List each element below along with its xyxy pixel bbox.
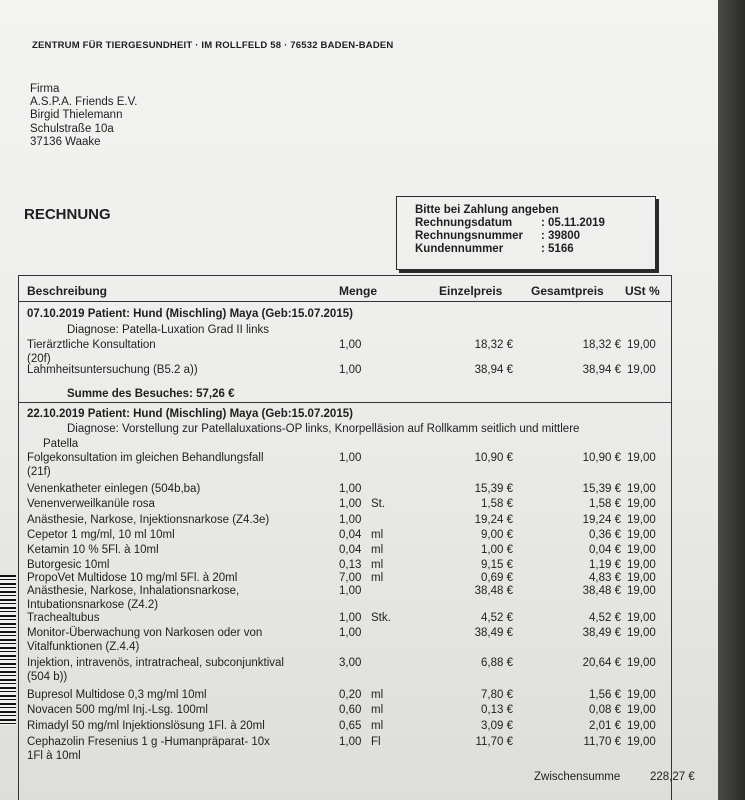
- item-total-price: 1,56 €: [589, 689, 621, 701]
- item-quantity: 0,04: [339, 544, 362, 556]
- customer-number-label: Kundennummer: [415, 243, 504, 255]
- item-vat: 19,00: [627, 452, 656, 464]
- item-unit-price: 6,88 €: [481, 657, 513, 669]
- item-unit-price: 0,69 €: [481, 572, 513, 584]
- item-quantity: 0,20: [339, 689, 362, 701]
- item-vat: 19,00: [627, 339, 656, 351]
- item-description: Vitalfunktionen (Z.4.4): [27, 641, 140, 653]
- item-total-price: 0,04 €: [589, 544, 621, 556]
- background-edge: [718, 0, 745, 800]
- item-description: Tierärztliche Konsultation: [27, 339, 156, 351]
- payment-info-heading: Bitte bei Zahlung angeben: [415, 204, 559, 216]
- item-unit-price: 1,00 €: [481, 544, 513, 556]
- item-vat: 19,00: [627, 704, 656, 716]
- item-vat: 19,00: [627, 364, 656, 376]
- item-description: Butorgesic 10ml: [27, 559, 110, 571]
- item-total-price: 11,70 €: [583, 736, 621, 748]
- item-unit: ml: [371, 559, 384, 571]
- item-unit-price: 4,52 €: [481, 612, 513, 624]
- item-total-price: 2,01 €: [589, 720, 621, 732]
- invoice-date: : 05.11.2019: [541, 217, 605, 229]
- item-unit-price: 19,24 €: [474, 514, 513, 526]
- item-description: Monitor-Überwachung von Narkosen oder von: [27, 627, 263, 639]
- visit-sum: Summe des Besuches: 57,26 €: [67, 388, 235, 400]
- address-line: Birgid Thielemann: [30, 109, 123, 122]
- item-quantity: 1,00: [339, 364, 362, 376]
- item-description: Anästhesie, Narkose, Injektionsnarkose (Z4.3e): [27, 514, 270, 526]
- item-unit-price: 11,70 €: [475, 736, 513, 748]
- item-unit-price: 38,49 €: [474, 627, 513, 639]
- item-total-price: 15,39 €: [582, 483, 621, 495]
- item-quantity: 1,00: [339, 736, 362, 748]
- invoice-number: : 39800: [541, 230, 581, 242]
- item-vat: 19,00: [627, 498, 656, 510]
- item-total-price: 38,49 €: [582, 627, 621, 639]
- item-vat: 19,00: [627, 627, 656, 639]
- item-unit: ml: [371, 529, 384, 541]
- item-vat: 19,00: [627, 529, 656, 541]
- item-unit: ml: [371, 689, 384, 701]
- visit-diagnosis: Diagnose: Vorstellung zur Patellaluxations-OP links, Knorpelläsion auf Rollkamm seitlich und mittlere: [67, 423, 580, 435]
- item-total-price: 4,52 €: [589, 612, 621, 624]
- invoice-table: [18, 275, 672, 800]
- item-unit-price: 7,80 €: [481, 689, 513, 701]
- item-description: 1Fl à 10ml: [27, 750, 81, 762]
- item-total-price: 20,64 €: [582, 657, 621, 669]
- item-vat: 19,00: [627, 720, 656, 732]
- item-description: Cepetor 1 mg/ml, 10 ml 10ml: [27, 529, 175, 541]
- item-quantity: 1,00: [339, 514, 362, 526]
- col-vat: USt %: [625, 284, 660, 298]
- item-quantity: 0,04: [339, 529, 362, 541]
- address-line: Schulstraße 10a: [30, 122, 114, 135]
- col-quantity: Menge: [339, 284, 378, 298]
- item-description: Venenkatheter einlegen (504b,ba): [27, 483, 201, 495]
- col-unit-price: Einzelpreis: [439, 284, 503, 298]
- barcode: [0, 575, 16, 725]
- item-description: Anästhesie, Narkose, Inhalationsnarkose,: [27, 585, 240, 597]
- col-total-price: Gesamtpreis: [531, 284, 604, 298]
- item-quantity: 7,00: [339, 572, 362, 584]
- item-total-price: 0,08 €: [589, 704, 621, 716]
- item-vat: 19,00: [627, 689, 656, 701]
- item-total-price: 1,19 €: [589, 559, 621, 571]
- recipient-address: [30, 83, 137, 149]
- item-total-price: 0,36 €: [589, 529, 621, 541]
- payment-info-box: [396, 196, 656, 270]
- item-vat: 19,00: [627, 483, 656, 495]
- item-total-price: 1,58 €: [589, 498, 621, 510]
- section-divider: [19, 402, 671, 403]
- item-vat: 19,00: [627, 585, 656, 597]
- item-description: Cephazolin Fresenius 1 g -Humanpräparat- 10x: [27, 736, 270, 748]
- item-unit-price: 3,09 €: [481, 720, 513, 732]
- item-unit-price: 0,13 €: [481, 704, 513, 716]
- item-vat: 19,00: [627, 572, 656, 584]
- item-description: Venenverweilkanüle rosa: [27, 498, 155, 510]
- item-unit-price: 1,58 €: [481, 498, 513, 510]
- item-vat: 19,00: [627, 514, 656, 526]
- item-description: (504 b)): [27, 671, 68, 683]
- item-total-price: 10,90 €: [582, 452, 621, 464]
- address-line: 37136 Waake: [30, 135, 101, 148]
- item-description: Injektion, intravenös, intratracheal, subconjunktival: [27, 657, 284, 669]
- item-quantity: 1,00: [339, 483, 362, 495]
- invoice-date-label: Rechnungsdatum: [415, 217, 513, 229]
- item-quantity: 0,13: [339, 559, 362, 571]
- item-total-price: 18,32 €: [582, 339, 621, 351]
- item-total-price: 38,48 €: [582, 585, 621, 597]
- customer-number: : 5166: [541, 243, 574, 255]
- item-unit-price: 9,15 €: [481, 559, 513, 571]
- item-vat: 19,00: [627, 559, 656, 571]
- item-quantity: 1,00: [339, 612, 362, 624]
- address-line: Firma: [30, 83, 60, 95]
- item-description: Intubationsnarkose (Z4.2): [27, 599, 159, 611]
- visit-diagnosis-cont: Patella: [43, 438, 79, 450]
- item-description: Ketamin 10 % 5Fl. à 10ml: [27, 544, 159, 556]
- table-header: [19, 276, 671, 302]
- item-quantity: 1,00: [339, 339, 362, 351]
- item-unit: ml: [371, 572, 384, 584]
- item-quantity: 1,00: [339, 585, 362, 597]
- item-unit-price: 18,32 €: [474, 339, 513, 351]
- item-description: Folgekonsultation im gleichen Behandlungsfall: [27, 452, 264, 464]
- col-description: Beschreibung: [27, 284, 108, 298]
- item-description: Novacen 500 mg/ml Inj.-Lsg. 100ml: [27, 704, 208, 716]
- invoice-number-label: Rechnungsnummer: [415, 230, 523, 242]
- item-quantity: 1,00: [339, 627, 362, 639]
- item-vat: 19,00: [627, 612, 656, 624]
- item-description: Bupresol Multidose 0,3 mg/ml 10ml: [27, 689, 207, 701]
- item-quantity: 1,00: [339, 452, 362, 464]
- item-total-price: 4,83 €: [589, 572, 621, 584]
- subtotal-value: 228,27 €: [650, 771, 695, 783]
- visit-diagnosis: Diagnose: Patella-Luxation Grad II links: [67, 324, 269, 336]
- visit-heading: 07.10.2019 Patient: Hund (Mischling) Maya (Geb:15.07.2015): [27, 308, 353, 320]
- item-vat: 19,00: [627, 544, 656, 556]
- item-quantity: 0,60: [339, 704, 362, 716]
- item-total-price: 38,94 €: [582, 364, 621, 376]
- subtotal-label: Zwischensumme: [534, 771, 621, 783]
- item-unit-price: 10,90 €: [474, 452, 513, 464]
- item-unit: St.: [371, 498, 386, 510]
- item-unit: Stk.: [371, 612, 391, 624]
- item-unit-price: 9,00 €: [481, 529, 513, 541]
- item-unit: ml: [371, 544, 384, 556]
- document-title: RECHNUNG: [24, 206, 111, 223]
- item-vat: 19,00: [627, 736, 656, 748]
- sender-line: ZENTRUM FÜR TIERGESUNDHEIT · IM ROLLFELD 58 · 76532 BADEN-BADEN: [32, 40, 394, 51]
- item-unit: Fl: [371, 736, 381, 748]
- item-description: Trachealtubus: [27, 612, 100, 624]
- item-description: Lahmheitsuntersuchung (B5.2 a)): [27, 364, 198, 376]
- item-unit: ml: [371, 704, 384, 716]
- item-unit: ml: [371, 720, 384, 732]
- item-vat: 19,00: [627, 657, 656, 669]
- address-line: A.S.P.A. Friends E.V.: [30, 96, 138, 109]
- item-quantity: 1,00: [339, 498, 362, 510]
- item-unit-price: 15,39 €: [474, 483, 513, 495]
- item-description: (21f): [27, 466, 51, 478]
- item-description: Rimadyl 50 mg/ml Injektionslösung 1Fl. à 20ml: [27, 720, 265, 732]
- item-description: PropoVet Multidose 10 mg/ml 5Fl. à 20ml: [27, 572, 238, 584]
- item-quantity: 0,65: [339, 720, 362, 732]
- item-unit-price: 38,48 €: [474, 585, 513, 597]
- item-quantity: 3,00: [339, 657, 362, 669]
- item-description: (20f): [27, 353, 51, 365]
- visit-heading: 22.10.2019 Patient: Hund (Mischling) Maya (Geb:15.07.2015): [27, 408, 353, 420]
- item-unit-price: 38,94 €: [474, 364, 513, 376]
- item-total-price: 19,24 €: [582, 514, 621, 526]
